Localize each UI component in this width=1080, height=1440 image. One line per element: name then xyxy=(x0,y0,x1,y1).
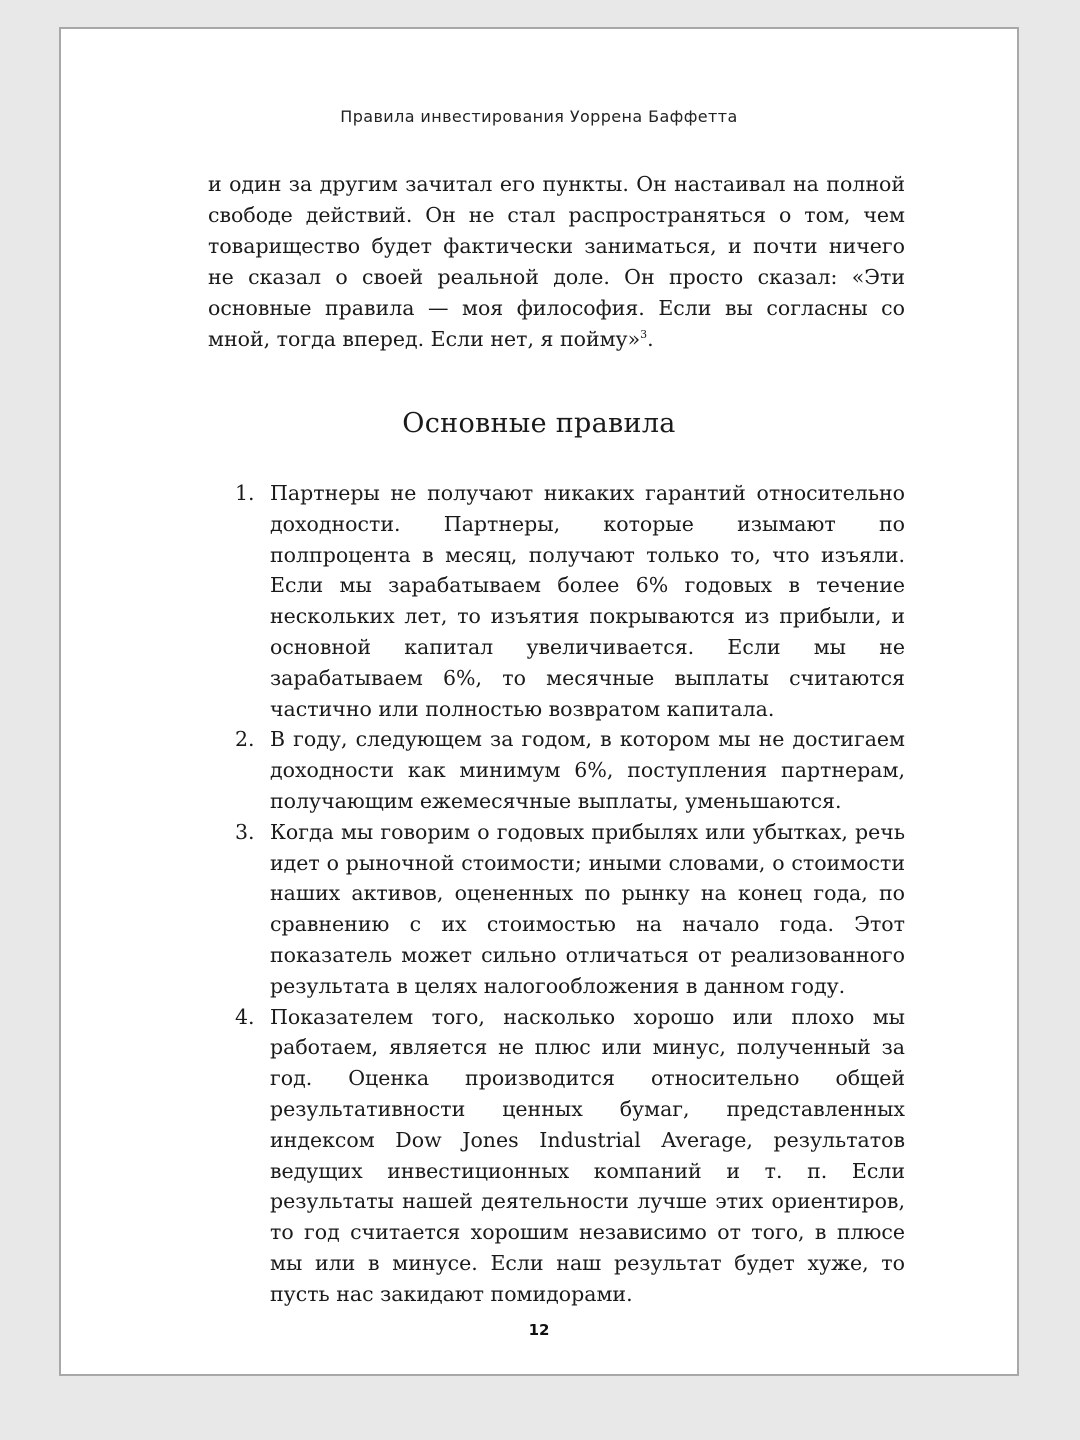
rule-item-4 xyxy=(208,1002,905,1310)
intro-text: и один за другим зачитал его пункты. Он настаивал на полной свободе действий. Он не стал распространяться о том, чем товарищество будет фактически заниматься, и почти ничего не сказал о своей реальной доле. Он просто сказал: «Эти основные правила — моя философия. Если вы согласны со мной, тогда вперед. Если нет, я пойму» xyxy=(208,172,905,351)
intro-paragraph xyxy=(208,169,905,355)
rule-number: 3. xyxy=(235,819,255,844)
rule-number: 4. xyxy=(235,1004,255,1029)
page-number: 12 xyxy=(528,1321,550,1339)
rule-number: 2. xyxy=(235,727,255,752)
section-title: Основные правила xyxy=(402,408,676,439)
rule-number: 1. xyxy=(235,481,255,505)
running-head: Правила инвестирования Уоррена Баффетта xyxy=(340,107,738,126)
rule-text: Когда мы говорим о годовых прибылях или убытках, речь идет о рыночной стоимости; иными словами, о стоимости наших активов, оцененных по рынку на конец года, по сравнению с их стоимостью на начало года. Этот показатель может сильно отличаться от реализованного результата в целях налогообложения в данном году. xyxy=(270,819,905,998)
rule-item-1 xyxy=(208,478,905,724)
rule-item-2 xyxy=(208,724,905,816)
rule-item-3 xyxy=(208,817,905,1002)
intro-end-punctuation: . xyxy=(647,327,654,351)
footnote-marker[interactable]: 3 xyxy=(640,328,648,342)
rule-text: Партнеры не получают никаких гарантий относительно доходности. Партнеры, которые изымают по полпроцента в месяц, получают только то, что изъяли. Если мы зарабатываем более 6% годовых в течение нескольких лет, то изъятия покрываются из прибыли, и основной капитал увеличивается. Если мы не зарабатываем 6%, то месячные выплаты считаются частично или полностью возвратом капитала. xyxy=(270,481,905,721)
rule-text: В году, следующем за годом, в котором мы не достигаем доходности как минимум 6%, поступления партнерам, получающим ежемесячные выплаты, уменьшаются. xyxy=(270,727,905,813)
rule-text: Показателем того, насколько хорошо или плохо мы работаем, является не плюс или минус, полученный за год. Оценка производится относительно общей результативности ценных бумаг, представленных индексом Dow Jones Industrial Average, результатов ведущих инвестиционных компаний и т. п. Если результаты нашей деятельности лучше этих ориентиров, то год считается хорошим независимо от того, в плюсе мы или в минусе. Если наш результат будет хуже, то пусть нас закидают помидорами. xyxy=(270,1004,905,1306)
book-page xyxy=(59,27,1019,1376)
rules-list xyxy=(208,478,905,1310)
